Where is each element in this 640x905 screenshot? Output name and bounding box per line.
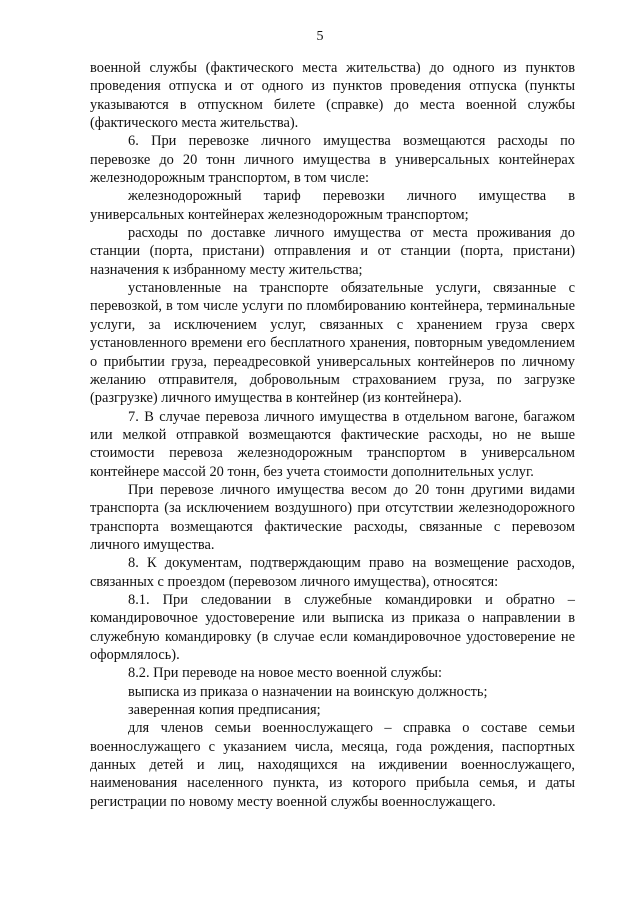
- paragraph-item-7: 7. В случае перевоза личного имущества в отдельном вагоне, багажом или мелкой отправкой возмещаются фактические расходы, но не выше стоимости перевоза железнодорожным транспортом в универсальном контейнере массой 20 тонн, без учета стоимости дополнительных услуг.: [90, 408, 575, 480]
- document-body: [90, 59, 575, 811]
- paragraph-rail-tariff: железнодорожный тариф перевозки личного имущества в универсальных контейнерах железнодорожным транспортом;: [90, 188, 575, 223]
- paragraph-item-8: 8. К документам, подтверждающим право на возмещение расходов, связанных с проездом (перевозом личного имущества), относятся:: [90, 555, 575, 590]
- page-number: 5: [316, 29, 324, 44]
- paragraph-item-8-2: 8.2. При переводе на новое место военной службы:: [128, 665, 442, 682]
- paragraph-item-6: 6. При перевозке личного имущества возмещаются расходы по перевозке до 20 тонн личного имущества в универсальных контейнерах железнодорожным транспортом, в том числе:: [90, 133, 575, 187]
- paragraph-certified-copy: заверенная копия предписания;: [128, 702, 321, 719]
- paragraph-delivery-costs: расходы по доставке личного имущества от места проживания до станции (порта, пристани) отправления и от станции (порта, пристани) назначения к избранному месту жительства;: [90, 225, 575, 278]
- paragraph-item-8-1: 8.1. При следовании в служебные командировки и обратно – командировочное удостоверение или выписка из приказа о направлении в служебную командировку (в случае если командировочное удостоверение не оформлялось).: [90, 591, 575, 663]
- paragraph-continuation: военной службы (фактического места жительства) до одного из пунктов проведения отпуска и от одного из пунктов проведения отпуска (пункты указываются в отпускном билете (справке) до места военной службы (фактического места жительства).: [90, 60, 575, 132]
- paragraph-mandatory-services: установленные на транспорте обязательные услуги, связанные с перевозкой, в том числе услуги по пломбированию контейнера, терминальные услуги, за исключением услуг, связанных с хранением груза сверх установленного времени его бесплатного хранения, повторным уведомлением о прибытии груза, переадресовкой универсальных контейнеров по личному желанию отправителя, добровольным страхованием груза, по загрузке (разгрузке) личного имущества в контейнер (из контейнера).: [90, 280, 575, 407]
- paragraph-family-members: для членов семьи военнослужащего – справка о составе семьи военнослужащего с указанием числа, месяца, года рождения, паспортных данных детей и лиц, находящихся на иждивении военнослужащего, наименования населенного пункта, из которого прибыла семья, и даты регистрации по новому месту военной службы военнослужащего.: [90, 720, 575, 810]
- paragraph-order-extract: выписка из приказа о назначении на воинскую должность;: [128, 683, 488, 700]
- paragraph-other-transport: При перевозе личного имущества весом до 20 тонн другими видами транспорта (за исключением воздушного) при отсутствии железнодорожного транспорта возмещаются фактические расходы, связанные с перевозом личного имущества.: [90, 481, 575, 553]
